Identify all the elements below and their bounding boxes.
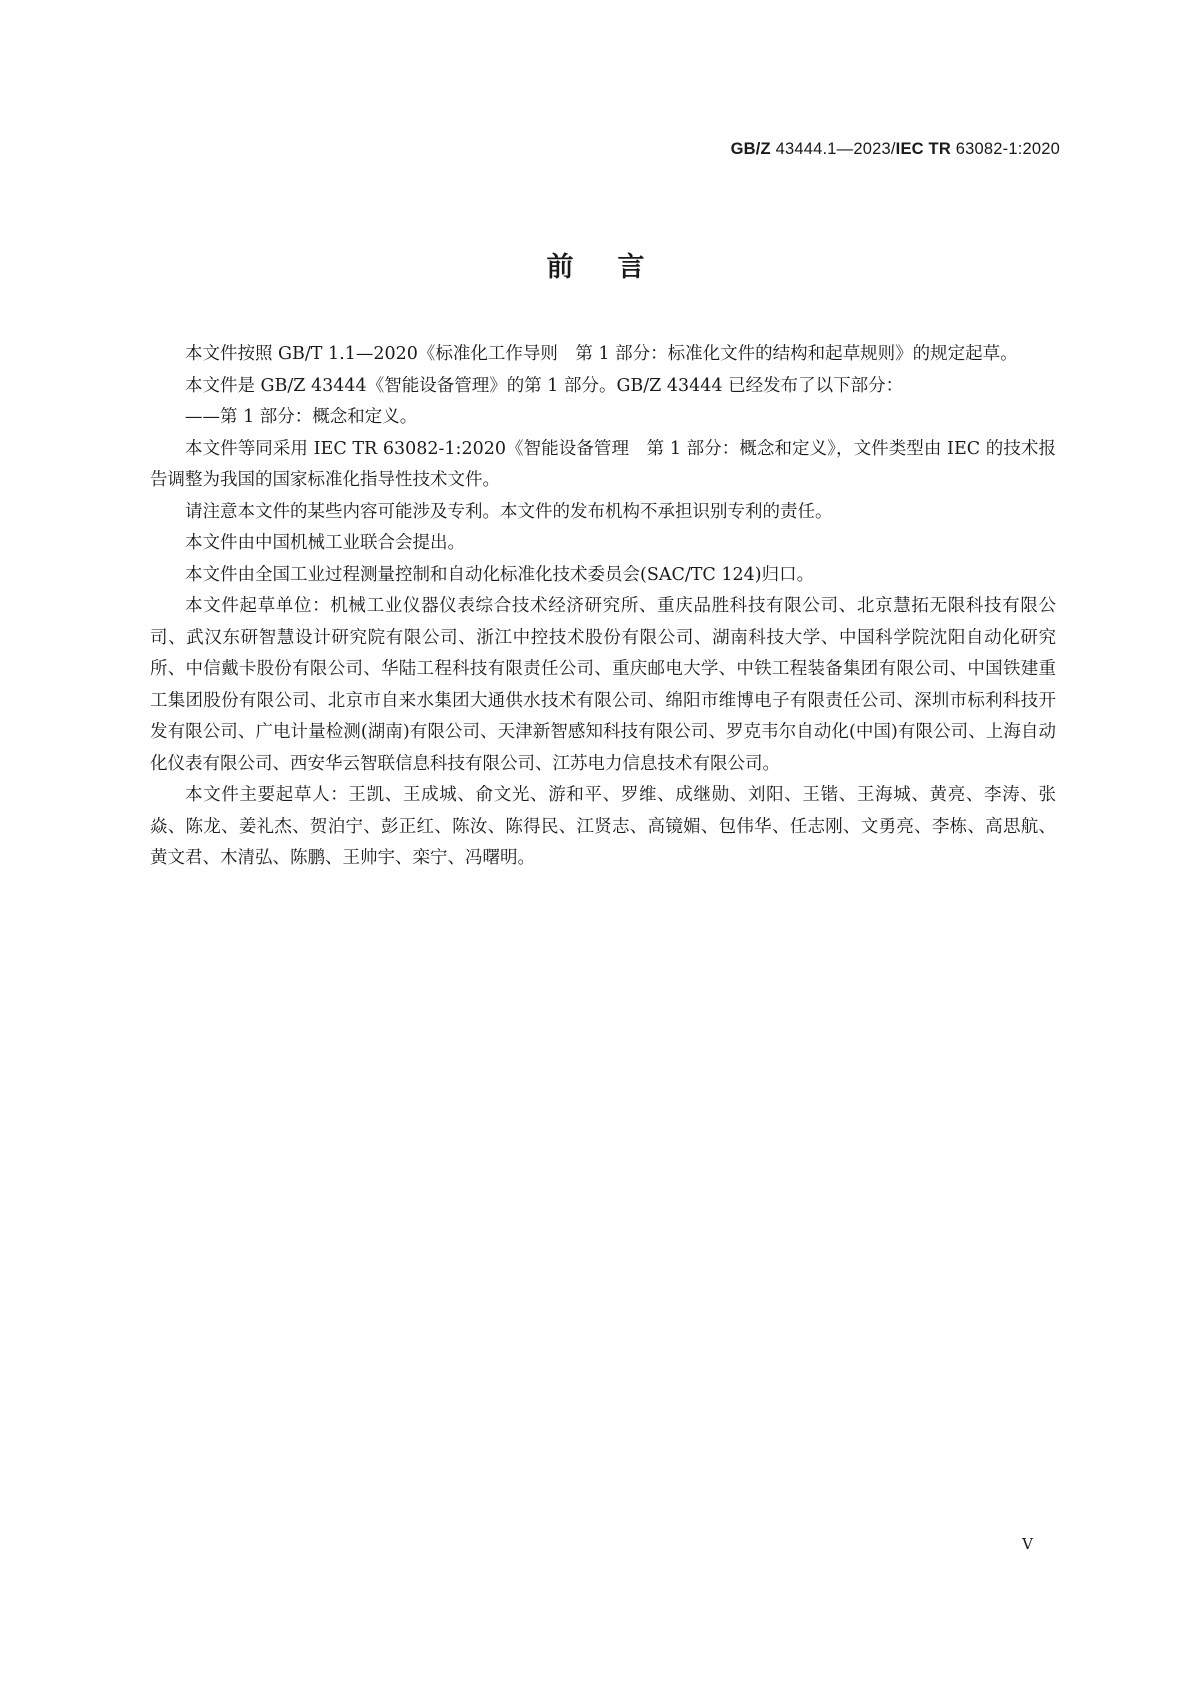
page-number: V (1022, 1535, 1033, 1553)
paragraph-part-list: ——第 1 部分：概念和定义。 (185, 407, 418, 427)
paragraph-patent: 请注意本文件的某些内容可能涉及专利。本文件的发布机构不承担识别专利的责任。 (185, 501, 833, 522)
paragraph-proposer: 本文件由中国机械工业联合会提出。 (185, 533, 465, 553)
paragraph-drafters: 本文件主要起草人：王凯、王成城、俞文光、游和平、罗维、成继勋、刘阳、王锴、王海城、黄亮、李涛、张焱、陈龙、姜礼杰、贺泊宁、彭正红、陈汝、陈得民、江贤志、高镜媚、包伟华、任志刚、文勇亮、李栋、高思航、黄文君、木清弘、陈鹏、王帅宇、栾宁、冯曙明。 (150, 785, 1056, 868)
code-prefix: GB/Z (730, 140, 771, 158)
paragraph-adoption: 本文件等同采用 IEC TR 63082-1:2020《智能设备管理 第 1 部分：概念和定义》，文件类型由 IEC 的技术报告调整为我国的国家标准化指导性技术文件。 (150, 438, 1056, 490)
paragraph-drafting-rules: 本文件按照 GB/T 1.1—2020《标准化工作导则 第 1 部分：标准化文件的结构和起草规则》的规定起草。 (185, 344, 1018, 364)
code-iec-prefix: IEC TR (895, 140, 951, 158)
document-code (731, 140, 1060, 159)
code-iec-number: 63082-1:2020 (955, 140, 1060, 158)
paragraph-drafting-units: 本文件起草单位：机械工业仪器仪表综合技术经济研究所、重庆品胜科技有限公司、北京慧拓无限科技有限公司、武汉东研智慧设计研究院有限公司、浙江中控技术股份有限公司、湖南科技大学、中国科学院沈阳自动化研究所、中信戴卡股份有限公司、华陆工程科技有限责任公司、重庆邮电大学、中铁工程装备集团有限公司、中国铁建重工集团股份有限公司、北京市自来水集团大通供水技术有限公司、绵阳市维博电子有限责任公司、深圳市标利科技开发有限公司、广电计量检测(湖南)有限公司、天津新智感知科技有限公司、罗克韦尔自动化(中国)有限公司、上海自动化仪表有限公司、西安华云智联信息科技有限公司、江苏电力信息技术有限公司。 (150, 596, 1056, 774)
paragraph-committee: 本文件由全国工业过程测量控制和自动化标准化技术委员会(SAC/TC 124)归口。 (185, 564, 815, 585)
code-number: 43444.1—2023/ (775, 140, 896, 158)
page-title: 前言 (546, 252, 689, 283)
paragraph-series: 本文件是 GB/Z 43444《智能设备管理》的第 1 部分。GB/Z 43444 已经发布了以下部分： (185, 375, 904, 396)
foreword-body (150, 339, 1056, 875)
